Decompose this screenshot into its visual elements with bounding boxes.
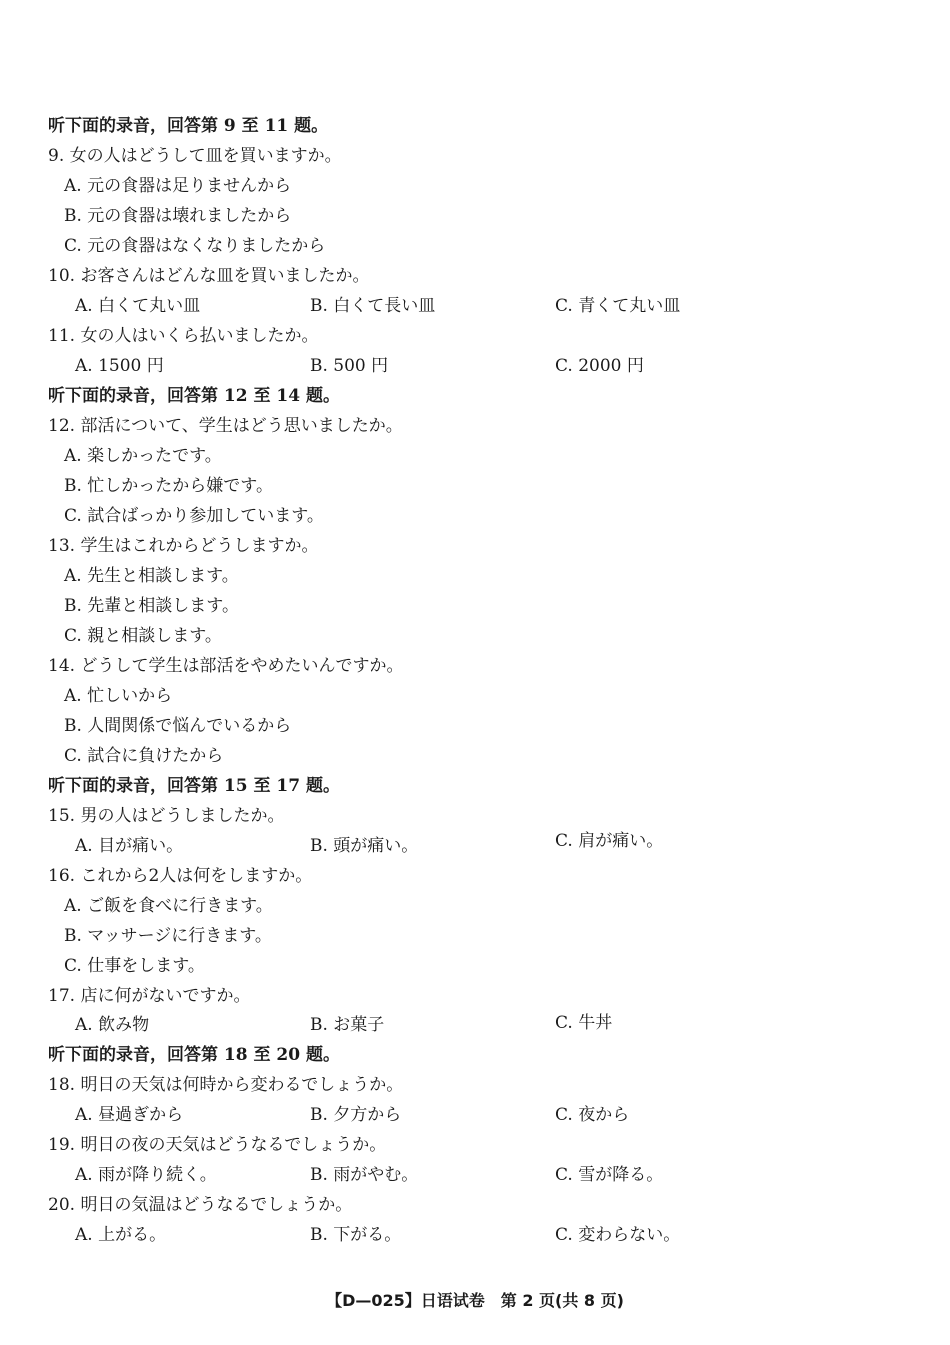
option-19b: B. 雨がやむ。	[310, 1165, 419, 1185]
option-12a: A. 楽しかったです。	[64, 446, 222, 466]
page-footer: 【D—025】日语试卷 第 2 页(共 8 页)	[326, 1291, 624, 1310]
option-16b: B. マッサージに行きます。	[64, 926, 272, 946]
option-13a: A. 先生と相談します。	[64, 566, 239, 586]
question-11: 11. 女の人はいくら払いましたか。	[48, 326, 319, 346]
question-10: 10. お客さんはどんな皿を買いましたか。	[48, 266, 370, 286]
section-instruction: 听下面的录音，回答第 9 至 11 题。	[48, 116, 329, 136]
question-18: 18. 明日の天気は何時から変わるでしょうか。	[48, 1075, 404, 1095]
option-17c: C. 牛丼	[555, 1013, 613, 1033]
option-10a: A. 白くて丸い皿	[75, 296, 201, 316]
option-19a: A. 雨が降り続く。	[75, 1165, 217, 1185]
options-row-20	[0, 1223, 950, 1247]
option-17a: A. 飲み物	[75, 1015, 150, 1035]
options-row-15	[0, 831, 950, 858]
option-11a: A. 1500 円	[75, 356, 164, 376]
option-14a: A. 忙しいから	[64, 686, 173, 706]
option-14b: B. 人間関係で悩んでいるから	[64, 716, 292, 736]
option-15c: C. 肩が痛い。	[555, 831, 664, 851]
option-9a: A. 元の食器は足りませんから	[64, 176, 292, 196]
option-13c: C. 親と相談します。	[64, 626, 222, 646]
question-12: 12. 部活について、学生はどう思いましたか。	[48, 416, 403, 436]
options-row-17	[0, 1013, 950, 1037]
section-instruction: 听下面的录音，回答第 12 至 14 题。	[48, 386, 340, 406]
question-9: 9. 女の人はどうして皿を買いますか。	[48, 146, 342, 166]
option-13b: B. 先輩と相談します。	[64, 596, 239, 616]
option-12b: B. 忙しかったから嫌です。	[64, 476, 273, 496]
question-14: 14. どうして学生は部活をやめたいんですか。	[48, 656, 404, 676]
option-20c: C. 変わらない。	[555, 1225, 681, 1245]
question-20: 20. 明日の気温はどうなるでしょうか。	[48, 1195, 353, 1215]
option-19c: C. 雪が降る。	[555, 1165, 664, 1185]
option-20a: A. 上がる。	[75, 1225, 167, 1245]
option-17b: B. お菓子	[310, 1015, 385, 1035]
question-17: 17. 店に何がないですか。	[48, 986, 251, 1006]
option-11c: C. 2000 円	[555, 356, 644, 376]
section-instruction: 听下面的录音，回答第 15 至 17 题。	[48, 776, 340, 796]
option-11b: B. 500 円	[310, 356, 389, 376]
option-12c: C. 試合ばっかり参加しています。	[64, 506, 324, 526]
option-15b: B. 頭が痛い。	[310, 836, 419, 856]
option-20b: B. 下がる。	[310, 1225, 402, 1245]
option-15a: A. 目が痛い。	[75, 836, 184, 856]
option-9c: C. 元の食器はなくなりましたから	[64, 236, 326, 256]
options-row-18	[0, 1103, 950, 1127]
option-9b: B. 元の食器は壊れましたから	[64, 206, 292, 226]
section-instruction: 听下面的录音，回答第 18 至 20 题。	[48, 1045, 340, 1065]
question-13: 13. 学生はこれからどうしますか。	[48, 536, 319, 556]
option-10b: B. 白くて長い皿	[310, 296, 436, 316]
option-18c: C. 夜から	[555, 1105, 630, 1125]
option-18b: B. 夕方から	[310, 1105, 402, 1125]
question-16: 16. これから2人は何をしますか。	[48, 866, 313, 886]
option-10c: C. 青くて丸い皿	[555, 296, 681, 316]
options-row-11	[0, 354, 950, 378]
option-16a: A. ご飯を食べに行きます。	[64, 896, 273, 916]
option-14c: C. 試合に負けたから	[64, 746, 224, 766]
option-18a: A. 昼過ぎから	[75, 1105, 184, 1125]
options-row-19	[0, 1163, 950, 1187]
options-row-10	[0, 294, 950, 318]
option-16c: C. 仕事をします。	[64, 956, 205, 976]
question-19: 19. 明日の夜の天気はどうなるでしょうか。	[48, 1135, 387, 1155]
question-15: 15. 男の人はどうしましたか。	[48, 806, 285, 826]
